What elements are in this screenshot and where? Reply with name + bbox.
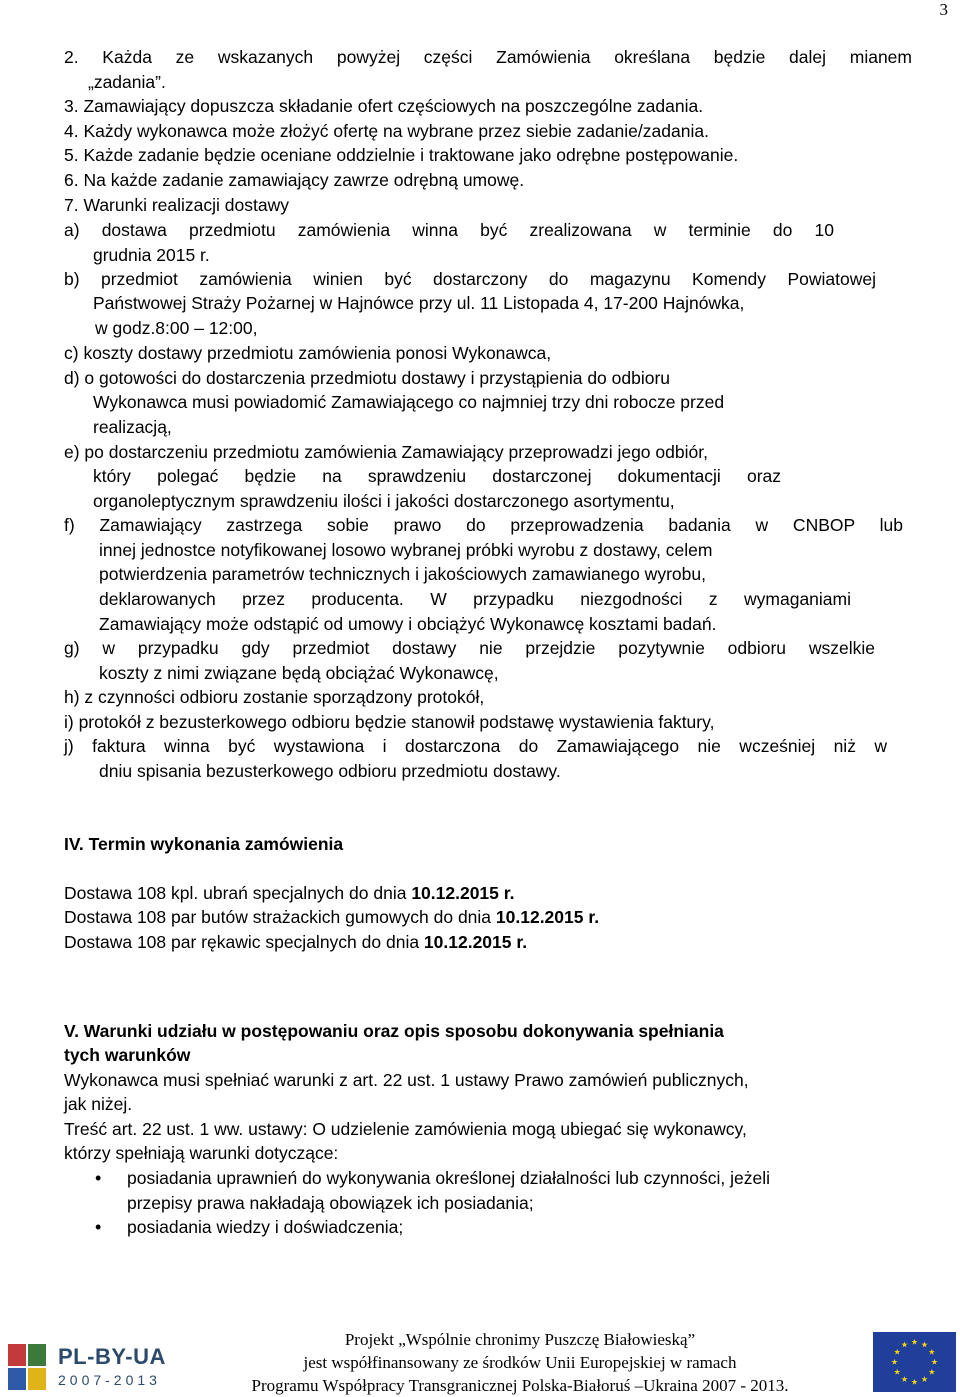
footer-line-2: jest współfinansowany ze środków Unii Europejskiej w ramach [303, 1353, 737, 1372]
program-logo-text: PL-BY-UA [58, 1344, 166, 1369]
section-5-heading-line-2: tych warunków [64, 1045, 191, 1065]
section-5-heading-line-1: V. Warunki udziału w postępowaniu oraz opis sposobu dokonywania spełniania [64, 1021, 724, 1041]
section-5-text-1: Wykonawca musi spełniać warunki z art. 22 ust. 1 ustawy Prawo zamówień publicznych, [64, 1070, 749, 1090]
bullet-icon: • [95, 1217, 102, 1237]
item-f-line-5: Zamawiający może odstąpić od umowy i obciążyć Wykonawcę kosztami badań. [99, 614, 717, 634]
item-h: h) z czynności odbioru zostanie sporządzony protokół, [64, 687, 485, 707]
section-4-heading: IV. Termin wykonania zamówienia [64, 834, 344, 854]
point-3: 3. Zamawiający dopuszcza składanie ofert częściowych na poszczególne zadania. [64, 96, 704, 116]
eu-flag-icon [873, 1332, 956, 1392]
point-2-line-1: 2. Każda ze wskazanych powyżej części Zamówienia określana będzie dalej mianem [64, 47, 912, 67]
item-e-line-1: e) po dostarczeniu przedmiotu zamówienia Zamawiający przeprowadzi jego odbiór, [64, 442, 708, 462]
delivery-row-1: Dostawa 108 kpl. ubrań specjalnych do dnia 10.12.2015 r. [64, 883, 515, 903]
item-d-line-3: realizacją, [93, 417, 172, 437]
item-g-line-1: g) w przypadku gdy przedmiot dostawy nie przejdzie pozytywnie odbioru wszelkie [64, 638, 875, 658]
point-4: 4. Każdy wykonawca może złożyć ofertę na wybrane przez siebie zadanie/zadania. [64, 121, 709, 141]
item-e-line-2: który polegać będzie na sprawdzeniu dostarczonej dokumentacji oraz [93, 466, 781, 486]
program-logo-icon [6, 1340, 54, 1395]
item-b-line-1: b) przedmiot zamówienia winien być dostarczony do magazynu Komendy Powiatowej [64, 269, 876, 289]
item-d-line-1: d) o gotowości do dostarczenia przedmiotu dostawy i przystąpienia do odbioru [64, 368, 671, 388]
delivery-row-3: Dostawa 108 par rękawic specjalnych do dnia 10.12.2015 r. [64, 932, 528, 952]
bullet-item-1-line-2: przepisy prawa nakładają obowiązek ich posiadania; [127, 1193, 534, 1213]
section-5-text-3: Treść art. 22 ust. 1 ww. ustawy: O udzielenie zamówienia mogą ubiegać się wykonawcy, [64, 1119, 747, 1139]
item-f-line-1: f) Zamawiający zastrzega sobie prawo do przeprowadzenia badania w CNBOP lub [64, 515, 903, 535]
footer [0, 1325, 960, 1397]
program-logo-years: 2007-2013 [58, 1372, 161, 1388]
delivery-row-2: Dostawa 108 par butów strażackich gumowych do dnia 10.12.2015 r. [64, 907, 600, 927]
point-6: 6. Na każde zadanie zamawiający zawrze odrębną umowę. [64, 170, 525, 190]
item-f-line-3: potwierdzenia parametrów technicznych i jakościowych zamawianego wyrobu, [99, 564, 706, 584]
item-f-line-4: deklarowanych przez producenta. W przypadku niezgodności z wymaganiami [99, 589, 851, 609]
bullet-icon: • [95, 1168, 102, 1188]
program-logo [0, 1340, 170, 1397]
footer-line-3: Programu Współpracy Transgranicznej Polska-Białoruś –Ukraina 2007 - 2013. [251, 1376, 789, 1395]
item-b-line-3: w godz.8:00 – 12:00, [95, 318, 258, 338]
point-2-line-2: „zadania”. [88, 72, 166, 92]
item-j-line-2: dniu spisania bezusterkowego odbioru przedmiotu dostawy. [99, 761, 561, 781]
footer-text [200, 1328, 840, 1397]
item-a-line-2: grudnia 2015 r. [93, 245, 210, 265]
item-j-line-1: j) faktura winna być wystawiona i dostarczona do Zamawiającego nie wcześniej niż w [64, 736, 887, 756]
point-7: 7. Warunki realizacji dostawy [64, 195, 289, 215]
item-d-line-2: Wykonawca musi powiadomić Zamawiającego co najmniej trzy dni robocze przed [93, 392, 725, 412]
bullet-item-2: posiadania wiedzy i doświadczenia; [127, 1217, 404, 1237]
item-i: i) protokół z bezusterkowego odbioru będzie stanowił podstawę wystawienia faktury, [64, 712, 715, 732]
point-5: 5. Każde zadanie będzie oceniane oddzielnie i traktowane jako odrębne postępowanie. [64, 145, 739, 165]
item-g-line-2: koszty z nimi związane będą obciążać Wykonawcę, [99, 663, 499, 683]
item-f-line-2: innej jednostce notyfikowanej losowo wybranej próbki wyrobu z dostawy, celem [99, 540, 713, 560]
item-c: c) koszty dostawy przedmiotu zamówienia ponosi Wykonawca, [64, 343, 552, 363]
section-5-text-4: którzy spełniają warunki dotyczące: [64, 1143, 339, 1163]
item-b-line-2: Państwowej Straży Pożarnej w Hajnówce przy ul. 11 Listopada 4, 17-200 Hajnówka, [93, 293, 745, 313]
footer-line-1: Projekt „Wspólnie chronimy Puszczę Białowieską” [344, 1330, 696, 1349]
item-e-line-3: organoleptycznym sprawdzeniu ilości i jakości dostarczonego asortymentu, [93, 491, 675, 511]
section-5-text-2: jak niżej. [64, 1094, 133, 1114]
page-number: 3 [939, 0, 948, 19]
bullet-item-1-line-1: posiadania uprawnień do wykonywania określonej działalności lub czynności, jeżeli [127, 1168, 771, 1188]
item-a-line-1: a) dostawa przedmiotu zamówienia winna być zrealizowana w terminie do 10 [64, 220, 834, 240]
